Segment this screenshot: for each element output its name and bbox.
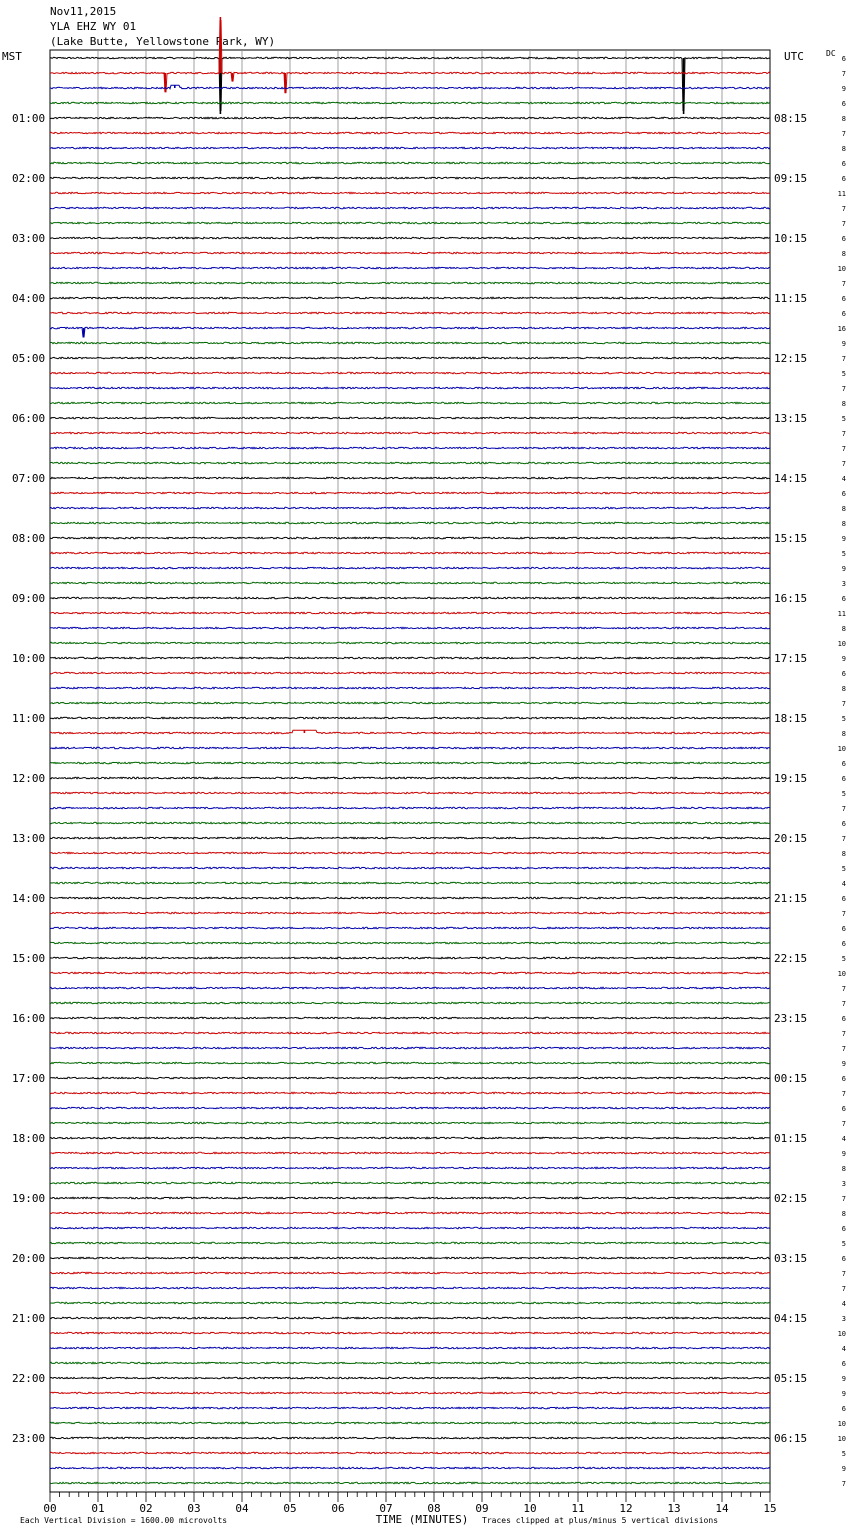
seismic-trace [50,102,770,104]
dc-offset-label: 7 [841,1120,846,1128]
dc-offset-label: 5 [841,370,846,378]
dc-offset-label: 10 [837,640,846,648]
utc-hour-label: 12:15 [774,352,808,365]
dc-offset-label: 10 [837,745,846,753]
mst-hour-label: 03:00 [12,232,46,245]
seismic-trace [50,747,770,749]
seismic-trace [50,1017,770,1019]
dc-offset-label: 8 [841,730,846,738]
dc-offset-label: 6 [841,595,846,603]
dc-offset-label: 6 [841,100,846,108]
utc-hour-label: 05:15 [774,1372,808,1385]
seismic-trace [50,222,770,224]
utc-hour-label: 03:15 [774,1252,808,1265]
plot-frame [50,50,770,1492]
dc-offset-label: 3 [841,1180,846,1188]
dc-offset-label: 9 [841,1150,846,1158]
dc-offset-label: 9 [841,535,846,543]
seismic-trace [50,1152,770,1154]
dc-offset-label: 10 [837,970,846,978]
utc-hour-label: 15:15 [774,532,808,545]
x-tick-label: 01 [91,1502,105,1515]
mst-hour-label: 12:00 [12,772,46,785]
seismic-trace [50,252,770,254]
dc-offset-label: 10 [837,1435,846,1443]
dc-offset-label: 8 [841,850,846,858]
seismic-trace [50,942,770,944]
seismic-trace [50,1062,770,1064]
dc-offset-label: 10 [837,265,846,273]
dc-offset-label: 4 [841,1345,846,1353]
utc-hour-label: 14:15 [774,472,808,485]
x-tick-label: 13 [667,1502,681,1515]
utc-hour-label: 08:15 [774,112,808,125]
seismic-trace [50,822,770,824]
seismic-trace [50,192,770,194]
seismic-trace [50,552,770,554]
seismic-trace [50,807,770,809]
seismic-trace [50,417,770,419]
dc-offset-label: 6 [841,1015,846,1023]
dc-offset-label: 9 [841,655,846,663]
seismic-trace [50,657,770,659]
dc-offset-label: 5 [841,715,846,723]
seismic-trace [50,1347,770,1349]
x-tick-label: 08 [427,1502,441,1515]
utc-hour-label: 23:15 [774,1012,808,1025]
seismic-trace [50,1212,770,1214]
seismic-trace [50,1482,770,1484]
seismic-trace [50,1332,770,1334]
station-label: YLA EHZ WY 01 [50,20,137,33]
utc-hour-label: 16:15 [774,592,808,605]
seismic-trace [50,642,770,644]
x-tick-label: 10 [523,1502,537,1515]
dc-offset-label: 8 [841,250,846,258]
seismic-trace [50,1257,770,1259]
seismic-trace [50,177,770,179]
seismic-trace [50,1182,770,1184]
plot-date-title: Nov11,2015 [50,5,117,18]
mst-hour-label: 02:00 [12,172,46,185]
dc-offset-label: 7 [841,430,846,438]
dc-offset-label: 9 [841,1375,846,1383]
dc-offset-label: 6 [841,895,846,903]
x-tick-label: 00 [43,1502,57,1515]
dc-offset-label: 7 [841,1285,846,1293]
seismic-trace [50,1077,770,1079]
mst-hour-label: 20:00 [12,1252,46,1265]
seismic-trace [50,1092,770,1094]
dc-offset-label: 8 [841,1165,846,1173]
utc-hour-label: 18:15 [774,712,808,725]
seismic-trace [50,147,770,149]
dc-offset-label: 6 [841,670,846,678]
seismic-trace [50,777,770,779]
x-tick-label: 14 [715,1502,729,1515]
mst-hour-label: 14:00 [12,892,46,905]
minute-grid [98,50,722,1492]
seismic-trace [50,867,770,869]
seismic-trace [50,1122,770,1124]
dc-offset-label: 6 [841,775,846,783]
x-tick-label: 03 [187,1502,201,1515]
seismic-trace [50,567,770,569]
seismic-trace [50,237,770,239]
seismic-trace [50,357,770,359]
dc-offset-label: 7 [841,805,846,813]
dc-offset-label: 8 [841,625,846,633]
dc-offset-label: 5 [841,955,846,963]
seismic-trace [50,837,770,839]
seismic-trace [50,1197,770,1199]
seismic-trace [50,672,770,674]
seismic-trace [50,132,770,134]
seismic-trace [50,462,770,464]
dc-offset-label: 9 [841,340,846,348]
seismic-trace [50,387,770,389]
utc-hour-label: 04:15 [774,1312,808,1325]
dc-offset-label: 8 [841,1210,846,1218]
seismic-trace [50,1422,770,1424]
utc-hour-label: 20:15 [774,832,808,845]
mst-hour-label: 16:00 [12,1012,46,1025]
dc-offset-label: 5 [841,1240,846,1248]
dc-offset-label: 6 [841,235,846,243]
mst-hour-label: 10:00 [12,652,46,665]
seismic-trace [50,1107,770,1109]
location-label: (Lake Butte, Yellowstone Park, WY) [50,35,276,48]
seismic-trace [50,597,770,599]
dc-offset-label: 7 [841,1000,846,1008]
dc-offset-label: 10 [837,1330,846,1338]
seismic-trace [50,897,770,899]
mst-hour-label: 13:00 [12,832,46,845]
dc-offset-label: 7 [841,1480,846,1488]
seismic-trace [50,1377,770,1379]
dc-offset-label: 6 [841,490,846,498]
seismic-trace [50,972,770,974]
seismic-trace [50,537,770,539]
x-tick-label: 04 [235,1502,249,1515]
mst-hour-label: 21:00 [12,1312,46,1325]
dc-offset-label: 5 [841,790,846,798]
seismic-trace [50,1137,770,1139]
seismic-trace [50,85,770,89]
dc-offset-label: 6 [841,160,846,168]
seismic-trace [50,117,770,119]
mst-hour-label: 06:00 [12,412,46,425]
x-tick-label: 07 [379,1502,393,1515]
seismic-trace [50,312,770,314]
dc-offset-label: 7 [841,1045,846,1053]
dc-offset-label: 6 [841,175,846,183]
seismic-trace [50,1452,770,1454]
seismic-trace [50,477,770,479]
seismic-trace [50,447,770,449]
dc-offset-label: 7 [841,70,846,78]
seismic-trace [50,687,770,689]
dc-offset-label: 7 [841,445,846,453]
seismic-trace [50,582,770,584]
seismic-trace [50,882,770,884]
seismic-trace [50,792,770,794]
mst-hour-label: 05:00 [12,352,46,365]
dc-offset-label: 6 [841,1105,846,1113]
seismic-trace [50,627,770,629]
x-tick-label: 02 [139,1502,153,1515]
clip-note: Traces clipped at plus/minus 5 vertical divisions [482,1516,719,1525]
dc-offset-label: 6 [841,1255,846,1263]
dc-offset-label: 9 [841,1390,846,1398]
utc-hour-label: 09:15 [774,172,808,185]
dc-offset-label: 6 [841,940,846,948]
dc-offset-label: 7 [841,130,846,138]
dc-offset-label: 7 [841,1090,846,1098]
dc-offset-label: 10 [837,1420,846,1428]
x-tick-label: 12 [619,1502,633,1515]
seismic-trace [50,162,770,164]
utc-hour-label: 21:15 [774,892,808,905]
dc-offset-label: 8 [841,145,846,153]
seismic-trace [50,612,770,614]
mst-hour-label: 22:00 [12,1372,46,1385]
seismic-trace [50,730,770,734]
dc-offset-label: 11 [837,190,846,198]
label-group [2,49,846,1526]
seismic-trace [50,1002,770,1004]
dc-offset-label: 8 [841,505,846,513]
x-tick-label: 09 [475,1502,489,1515]
seismic-trace [50,1437,770,1439]
dc-offset-label: 7 [841,385,846,393]
dc-offset-label: 7 [841,910,846,918]
seismic-trace [50,1407,770,1409]
time-axis-title: TIME (MINUTES) [375,1513,469,1526]
dc-offset-label: 3 [841,580,846,588]
dc-offset-label: 9 [841,85,846,93]
utc-hour-label: 00:15 [774,1072,808,1085]
dc-offset-label: 8 [841,520,846,528]
mst-hour-label: 09:00 [12,592,46,605]
seismic-trace [50,1317,770,1319]
seismic-trace [50,852,770,854]
seismic-trace [50,1362,770,1364]
seismic-trace [50,522,770,524]
utc-hour-label: 01:15 [774,1132,808,1145]
seismic-trace [50,717,770,719]
dc-offset-label: 6 [841,310,846,318]
seismic-trace [50,297,770,299]
mst-hour-label: 23:00 [12,1432,46,1445]
dc-offset-label: 4 [841,1300,846,1308]
seismic-trace [50,1287,770,1289]
dc-offset-label: 6 [841,55,846,63]
utc-hour-label: 19:15 [774,772,808,785]
dc-offset-label: 6 [841,820,846,828]
seismic-trace [50,21,770,93]
x-tick-label: 15 [763,1502,777,1515]
seismic-trace [50,372,770,374]
dc-offset-label: 7 [841,205,846,213]
mst-axis-label: MST [2,50,22,63]
utc-hour-label: 02:15 [774,1192,808,1205]
seismic-trace [50,327,770,337]
dc-offset-label: 6 [841,760,846,768]
dc-offset-label: 4 [841,880,846,888]
utc-hour-label: 13:15 [774,412,808,425]
mst-hour-label: 15:00 [12,952,46,965]
utc-hour-label: 11:15 [774,292,808,305]
dc-offset-label: 5 [841,1450,846,1458]
dc-offset-label: 7 [841,280,846,288]
seismic-trace [50,207,770,209]
seismic-trace [50,1467,770,1469]
dc-offset-label: 5 [841,415,846,423]
dc-offset-label: 4 [841,1135,846,1143]
x-tick-label: 06 [331,1502,345,1515]
dc-offset-label: 7 [841,985,846,993]
dc-offset-label: 6 [841,1360,846,1368]
seismic-trace [50,1227,770,1229]
seismic-trace [50,987,770,989]
dc-column-label: DC [826,49,836,58]
seismic-trace [50,957,770,959]
seismic-trace [50,927,770,929]
dc-offset-label: 7 [841,700,846,708]
mst-hour-label: 18:00 [12,1132,46,1145]
seismic-trace [50,912,770,914]
seismic-trace [50,282,770,284]
seismic-trace [50,1272,770,1274]
seismic-trace [50,402,770,404]
dc-offset-label: 9 [841,565,846,573]
dc-offset-label: 7 [841,460,846,468]
mst-hour-label: 01:00 [12,112,46,125]
dc-offset-label: 6 [841,1225,846,1233]
mst-hour-label: 17:00 [12,1072,46,1085]
dc-offset-label: 8 [841,400,846,408]
dc-offset-label: 9 [841,1060,846,1068]
dc-offset-label: 7 [841,1030,846,1038]
seismic-trace [50,342,770,344]
x-tick-label: 11 [571,1502,585,1515]
dc-offset-label: 6 [841,1075,846,1083]
seismic-trace [50,1047,770,1049]
utc-axis-label: UTC [784,50,804,63]
mst-hour-label: 07:00 [12,472,46,485]
dc-offset-label: 7 [841,1270,846,1278]
trace-group [50,17,770,1484]
dc-offset-label: 7 [841,835,846,843]
dc-offset-label: 7 [841,220,846,228]
dc-offset-label: 7 [841,355,846,363]
scale-note: Each Vertical Division = 1600.00 microvolts [20,1516,228,1525]
seismic-trace [50,762,770,764]
dc-offset-label: 7 [841,1195,846,1203]
dc-offset-label: 6 [841,295,846,303]
mst-hour-label: 04:00 [12,292,46,305]
dc-offset-label: 3 [841,1315,846,1323]
dc-offset-label: 16 [837,325,846,333]
seismic-trace [50,432,770,434]
dc-offset-label: 6 [841,1405,846,1413]
mst-hour-label: 11:00 [12,712,46,725]
x-tick-label: 05 [283,1502,297,1515]
seismic-trace [50,267,770,269]
seismic-trace [50,507,770,509]
utc-hour-label: 22:15 [774,952,808,965]
utc-hour-label: 17:15 [774,652,808,665]
seismic-trace [50,1167,770,1169]
seismic-trace [50,1242,770,1244]
dc-offset-label: 9 [841,1465,846,1473]
seismic-trace [50,1392,770,1394]
dc-offset-label: 5 [841,865,846,873]
mst-hour-label: 19:00 [12,1192,46,1205]
seismic-trace [50,492,770,494]
seismic-trace [50,1032,770,1034]
seismic-trace [50,702,770,704]
dc-offset-label: 6 [841,925,846,933]
utc-hour-label: 10:15 [774,232,808,245]
dc-offset-label: 11 [837,610,846,618]
utc-hour-label: 06:15 [774,1432,808,1445]
dc-offset-label: 8 [841,685,846,693]
dc-offset-label: 5 [841,550,846,558]
dc-offset-label: 8 [841,115,846,123]
dc-offset-label: 4 [841,475,846,483]
mst-hour-label: 08:00 [12,532,46,545]
seismic-trace [50,1302,770,1304]
